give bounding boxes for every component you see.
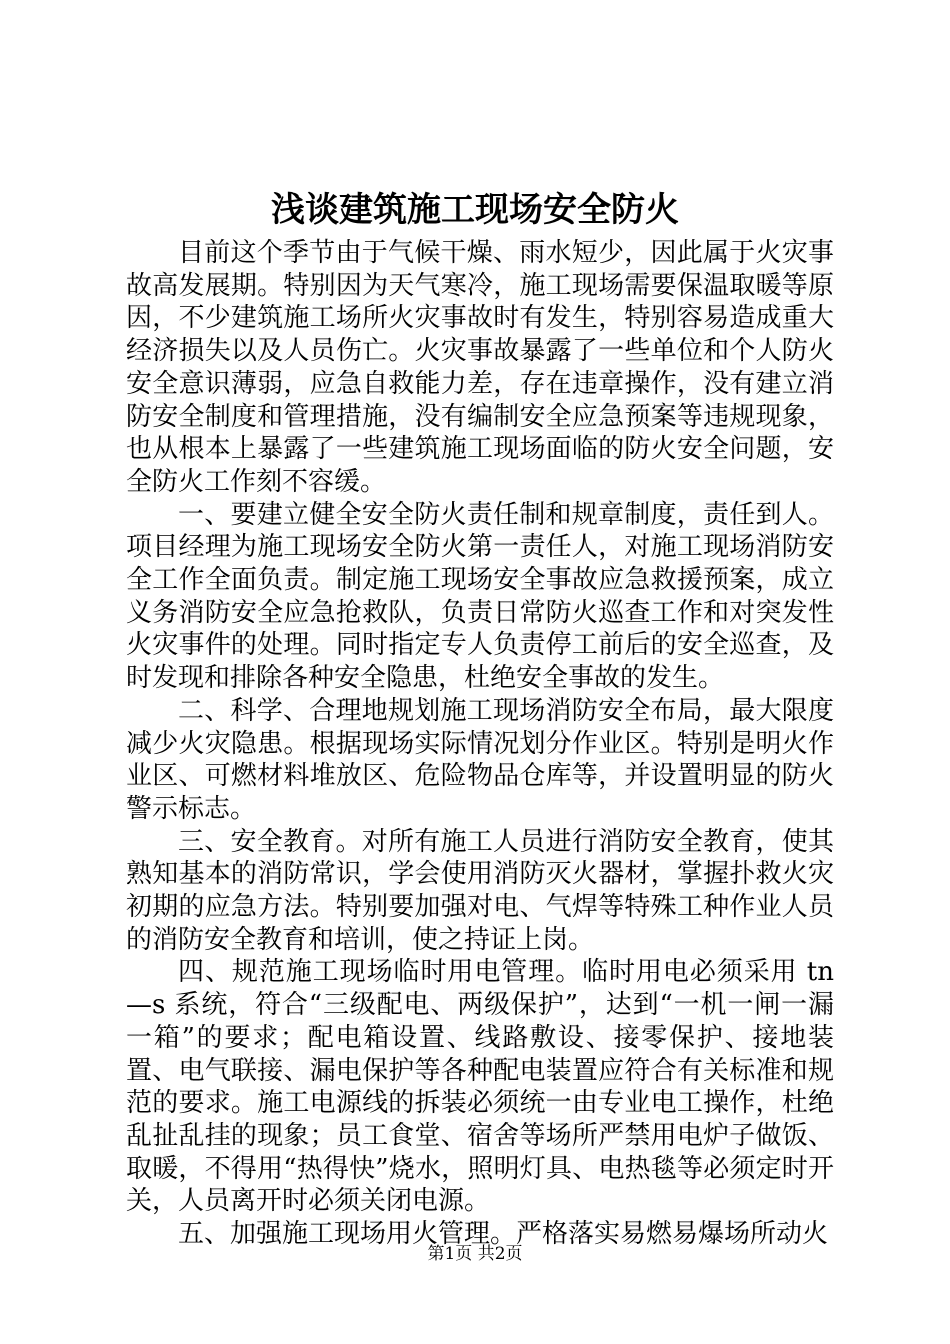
paragraph-section-3: 三、安全教育。对所有施工人员进行消防安全教育，使其熟知基本的消防常识，学会使用消防灭火器材，掌握扑救火灾初期的应急方法。特别要加强对电、气焊等特殊工种作业人员的消防安全教育和培训，使之持证上岗。 xyxy=(126,826,834,955)
paragraph-section-2: 二、科学、合理地规划施工现场消防安全布局，最大限度减少火灾隐患。根据现场实际情况划分作业区。特别是明火作业区、可燃材料堆放区、危险物品仓库等，并设置明显的防火警示标志。 xyxy=(126,695,834,824)
paragraph-section-1: 一、要建立健全安全防火责任制和规章制度，责任到人。项目经理为施工现场安全防火第一责任人，对施工现场消防安全工作全面负责。制定施工现场安全事故应急救援预案，成立义务消防安全应急抢救队，负责日常防火巡查工作和对突发性火灾事件的处理。同时指定专人负责停工前后的安全巡查，及时发现和排除各种安全隐患，杜绝安全事故的发生。 xyxy=(126,499,834,694)
paragraph-section-4: 四、规范施工现场临时用电管理。临时用电必须采用 tn—s 系统，符合“三级配电、两级保护”，达到“一机一闸一漏一箱”的要求；配电箱设置、线路敷设、接零保护、接地装置、电气联接、漏电保护等各种配电装置应符合有关标准和规范的要求。施工电源线的拆装必须统一由专业电工操作，杜绝乱扯乱挂的现象；员工食堂、宿舍等场所严禁用电炉子做饭、取暖，不得用“热得快”烧水，照明灯具、电热毯等必须定时开关，人员离开时必须关闭电源。 xyxy=(126,957,834,1217)
paragraph-section-5: 五、加强施工现场用火管理。严格落实易燃易爆场所动火 xyxy=(178,1219,829,1250)
document-body xyxy=(126,237,834,1251)
page-footer: 第1页 共2页 xyxy=(427,1244,523,1264)
document-title: 浅谈建筑施工现场安全防火 xyxy=(271,190,679,230)
paragraph-intro: 目前这个季节由于气候干燥、雨水短少，因此属于火灾事故高发展期。特别因为天气寒冷，施工现场需要保温取暖等原因，不少建筑施工场所火灾事故时有发生，特别容易造成重大经济损失以及人员伤亡。火灾事故暴露了一些单位和个人防火安全意识薄弱，应急自救能力差，存在违章操作，没有建立消防安全制度和管理措施，没有编制安全应急预案等违规现象，也从根本上暴露了一些建筑施工现场面临的防火安全问题，安全防火工作刻不容缓。 xyxy=(126,238,834,497)
